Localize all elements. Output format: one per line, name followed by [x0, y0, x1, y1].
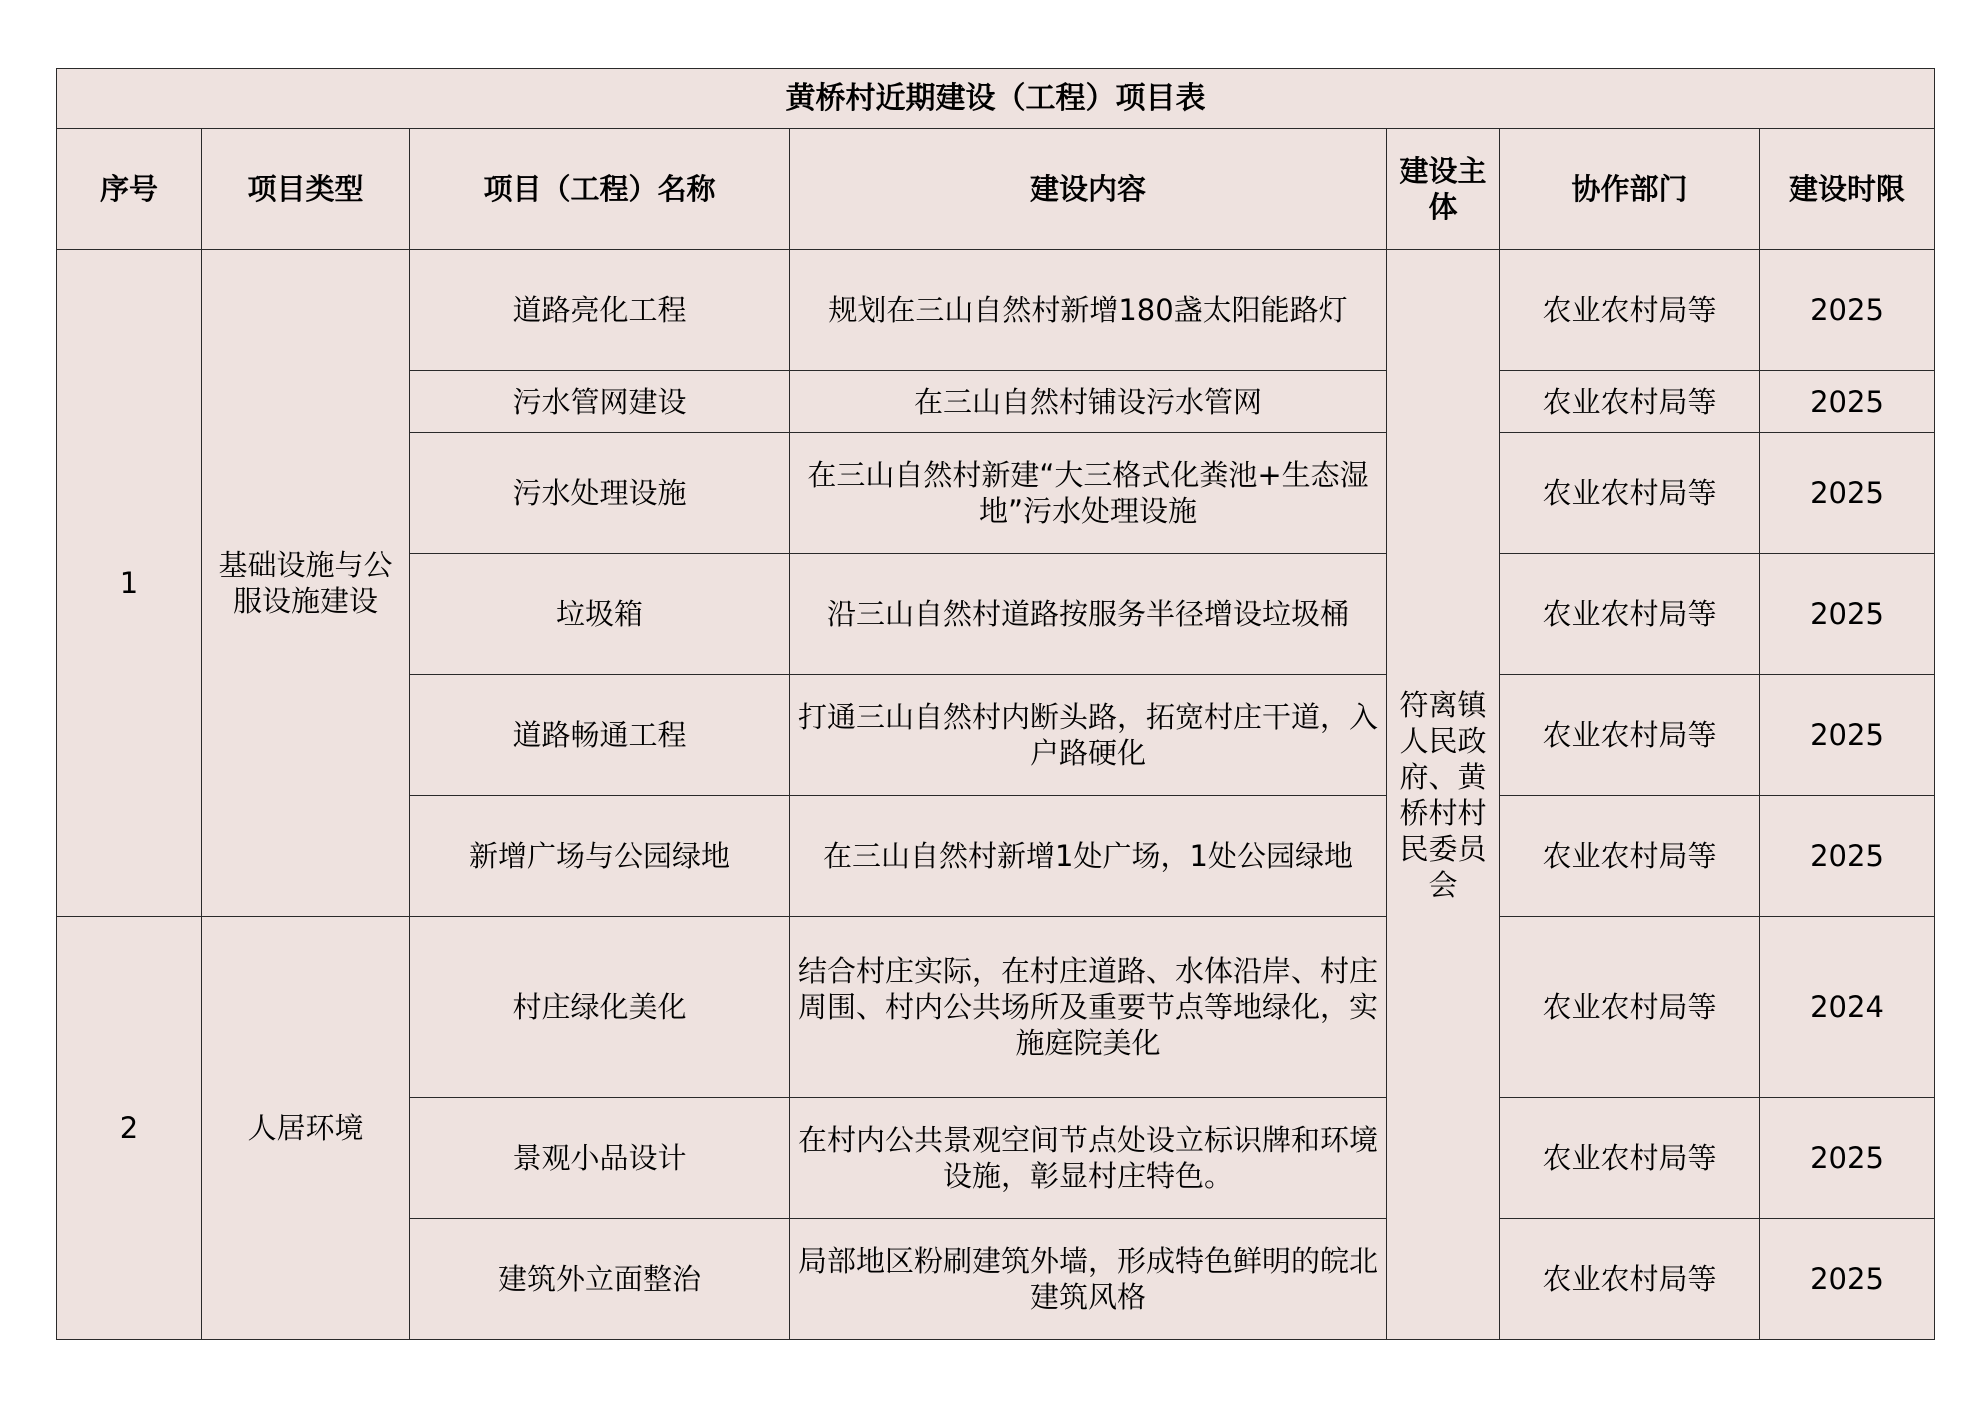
project-content: 规划在三山自然村新增180盏太阳能路灯: [790, 250, 1387, 371]
project-dept: 农业农村局等: [1500, 371, 1760, 433]
project-content: 沿三山自然村道路按服务半径增设垃圾桶: [790, 554, 1387, 675]
project-content: 在村内公共景观空间节点处设立标识牌和环境设施，彰显村庄特色。: [790, 1098, 1387, 1219]
group-type: 基础设施与公服设施建设: [202, 250, 410, 917]
project-name: 景观小品设计: [410, 1098, 790, 1219]
project-name: 污水管网建设: [410, 371, 790, 433]
header-row: [57, 129, 1935, 250]
project-name: 村庄绿化美化: [410, 917, 790, 1098]
project-dept: 农业农村局等: [1500, 796, 1760, 917]
project-period: 2025: [1760, 796, 1935, 917]
project-dept: 农业农村局等: [1500, 250, 1760, 371]
table-row: [57, 917, 1935, 1098]
header-dept: 协作部门: [1500, 129, 1760, 250]
header-subject: 建设主体: [1387, 129, 1500, 250]
project-table: [56, 68, 1935, 1340]
project-period: 2024: [1760, 917, 1935, 1098]
project-dept: 农业农村局等: [1500, 554, 1760, 675]
table-row: [57, 250, 1935, 371]
header-content: 建设内容: [790, 129, 1387, 250]
project-name: 道路亮化工程: [410, 250, 790, 371]
project-content: 结合村庄实际，在村庄道路、水体沿岸、村庄周围、村内公共场所及重要节点等地绿化，实施庭院美化: [790, 917, 1387, 1098]
project-dept: 农业农村局等: [1500, 1219, 1760, 1340]
project-period: 2025: [1760, 433, 1935, 554]
project-content: 打通三山自然村内断头路，拓宽村庄干道，入户路硬化: [790, 675, 1387, 796]
project-name: 垃圾箱: [410, 554, 790, 675]
project-dept: 农业农村局等: [1500, 917, 1760, 1098]
project-content: 在三山自然村新增1处广场，1处公园绿地: [790, 796, 1387, 917]
project-period: 2025: [1760, 675, 1935, 796]
project-period: 2025: [1760, 250, 1935, 371]
project-dept: 农业农村局等: [1500, 1098, 1760, 1219]
project-name: 道路畅通工程: [410, 675, 790, 796]
project-period: 2025: [1760, 1219, 1935, 1340]
project-content: 在三山自然村新建“大三格式化粪池+生态湿地”污水处理设施: [790, 433, 1387, 554]
project-name: 污水处理设施: [410, 433, 790, 554]
builder-cell: 符离镇人民政府、黄桥村村民委员会: [1387, 250, 1500, 1340]
group-seq: 2: [57, 917, 202, 1340]
header-seq: 序号: [57, 129, 202, 250]
group-seq: 1: [57, 250, 202, 917]
project-content: 在三山自然村铺设污水管网: [790, 371, 1387, 433]
project-name: 新增广场与公园绿地: [410, 796, 790, 917]
project-dept: 农业农村局等: [1500, 675, 1760, 796]
project-content: 局部地区粉刷建筑外墙，形成特色鲜明的皖北建筑风格: [790, 1219, 1387, 1340]
project-dept: 农业农村局等: [1500, 433, 1760, 554]
project-period: 2025: [1760, 371, 1935, 433]
project-name: 建筑外立面整治: [410, 1219, 790, 1340]
table-title: 黄桥村近期建设（工程）项目表: [57, 69, 1935, 129]
project-period: 2025: [1760, 1098, 1935, 1219]
header-name: 项目（工程）名称: [410, 129, 790, 250]
group-type: 人居环境: [202, 917, 410, 1340]
header-type: 项目类型: [202, 129, 410, 250]
header-period: 建设时限: [1760, 129, 1935, 250]
project-period: 2025: [1760, 554, 1935, 675]
